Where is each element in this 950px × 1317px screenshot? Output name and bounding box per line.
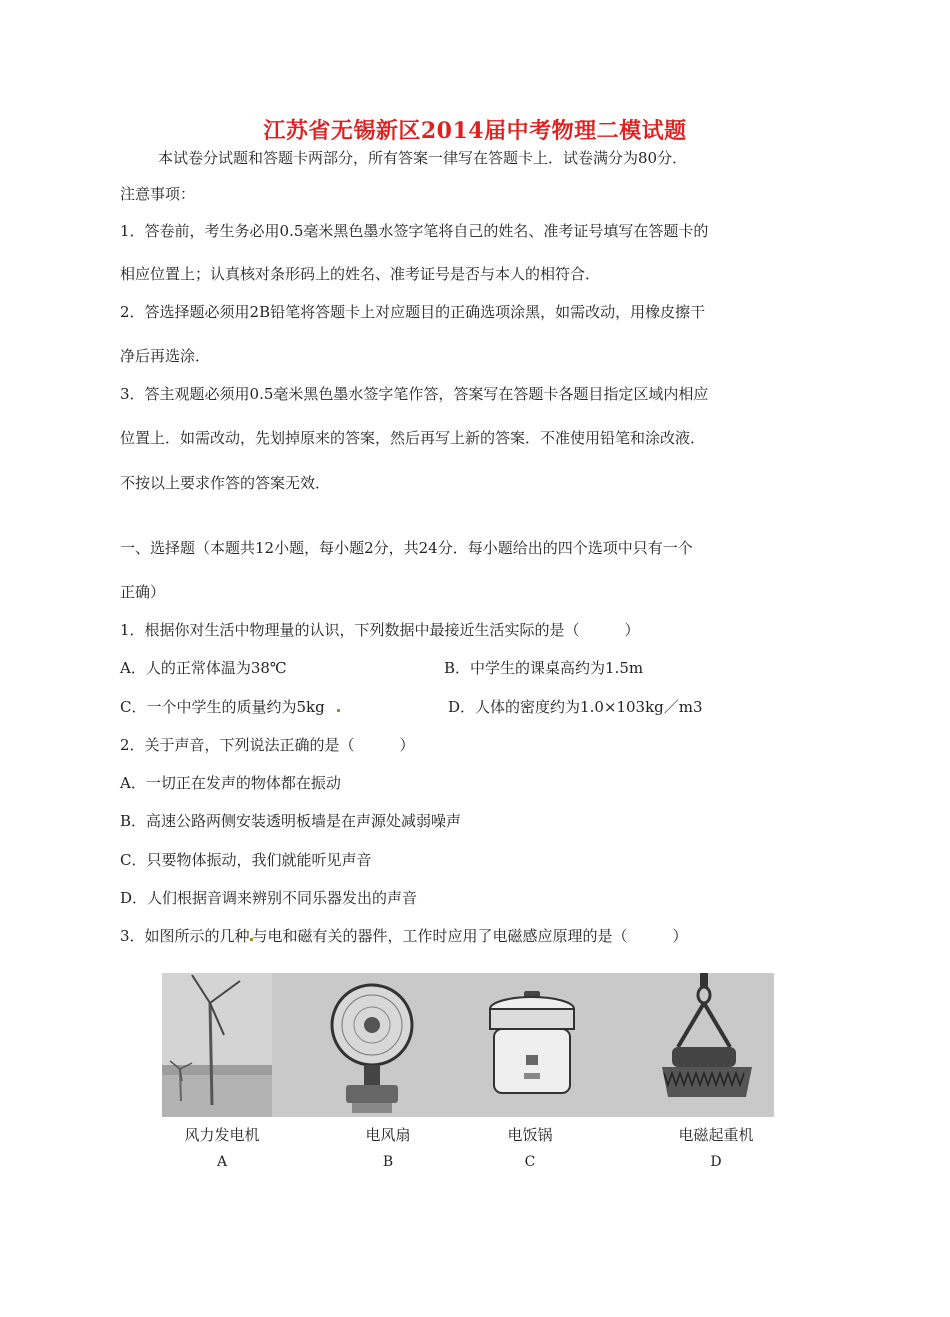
figure-caption-c: 电饭锅 xyxy=(507,1126,553,1144)
notice-heading: 注意事项： xyxy=(120,185,196,203)
notice-line: 位置上．如需改动，先划掉原来的答案，然后再写上新的答案．不准使用铅笔和涂改液． xyxy=(120,429,706,447)
question-2-option-d: D．人们根据音调来辨别不同乐器发出的声音 xyxy=(120,889,418,907)
figure-letter-b: B xyxy=(382,1154,394,1170)
figure-letter-a: A xyxy=(216,1154,228,1170)
figure-caption-d: 电磁起重机 xyxy=(678,1126,754,1144)
electric-fan-photo xyxy=(324,973,424,1117)
intro-text: 本试卷分试题和答题卡两部分，所有答案一律写在答题卡上．试卷满分为80分． xyxy=(158,149,688,167)
section-heading-cont: 正确） xyxy=(120,583,166,601)
question-2-option-a: A．一切正在发声的物体都在振动 xyxy=(120,774,341,792)
figure-letter-c: C xyxy=(524,1154,536,1170)
figure-letter-d: D xyxy=(710,1154,722,1170)
question-1-option-b: B．中学生的课桌高约为1.5m xyxy=(444,659,644,677)
wind-turbine-photo xyxy=(162,973,272,1117)
figure-caption-b: 电风扇 xyxy=(365,1126,411,1144)
question-1-option-a: A．人的正常体温为38℃ xyxy=(120,659,287,677)
notice-line: 2．答选择题必须用2B铅笔将答题卡上对应题目的正确选项涂黑，如需改动，用橡皮擦干 xyxy=(120,303,706,321)
question-1-option-d: D．人体的密度约为1.0×103kg／m3 xyxy=(448,698,703,716)
electromagnetic-crane-photo xyxy=(642,973,772,1117)
rice-cooker-photo xyxy=(482,973,582,1117)
question-1-stem: 1．根据你对生活中物理量的认识，下列数据中最接近生活实际的是（ ） xyxy=(120,621,640,639)
question-1-option-c: C．一个中学生的质量约为5kg xyxy=(120,697,340,717)
page-title: 江苏省无锡新区2014届中考物理二模试题 xyxy=(263,118,687,144)
question-3-stem: 3．如图所示的几种 与电和磁有关的器件，工作时应用了电磁感应原理的是（ ） xyxy=(120,927,688,945)
notice-line: 3．答主观题必须用0.5毫米黑色墨水签字笔作答，答案写在答题卡各题目指定区域内相应 xyxy=(120,385,709,403)
question-2-option-c: C．只要物体振动，我们就能听见声音 xyxy=(120,851,372,869)
notice-line: 净后再选涂． xyxy=(120,347,211,365)
figure-caption-a: 风力发电机 xyxy=(184,1126,260,1144)
notice-line: 1．答卷前，考生务必用0.5毫米黑色墨水签字笔将自己的姓名、准考证号填写在答题卡的 xyxy=(120,222,709,240)
question-2-option-b: B．高速公路两侧安装透明板墙是在声源处减弱噪声 xyxy=(120,812,462,830)
section-heading: 一、选择题（本题共12小题，每小题2分，共24分．每小题给出的四个选项中只有一个 xyxy=(120,539,693,557)
question-3-figure xyxy=(162,973,774,1117)
ink-dot-mark xyxy=(337,709,340,712)
notice-line: 相应位置上；认真核对条形码上的姓名、准考证号是否与本人的相符合． xyxy=(120,265,601,283)
notice-line: 不按以上要求作答的答案无效． xyxy=(120,474,331,492)
question-2-stem: 2．关于声音，下列说法正确的是（ ） xyxy=(120,736,415,754)
